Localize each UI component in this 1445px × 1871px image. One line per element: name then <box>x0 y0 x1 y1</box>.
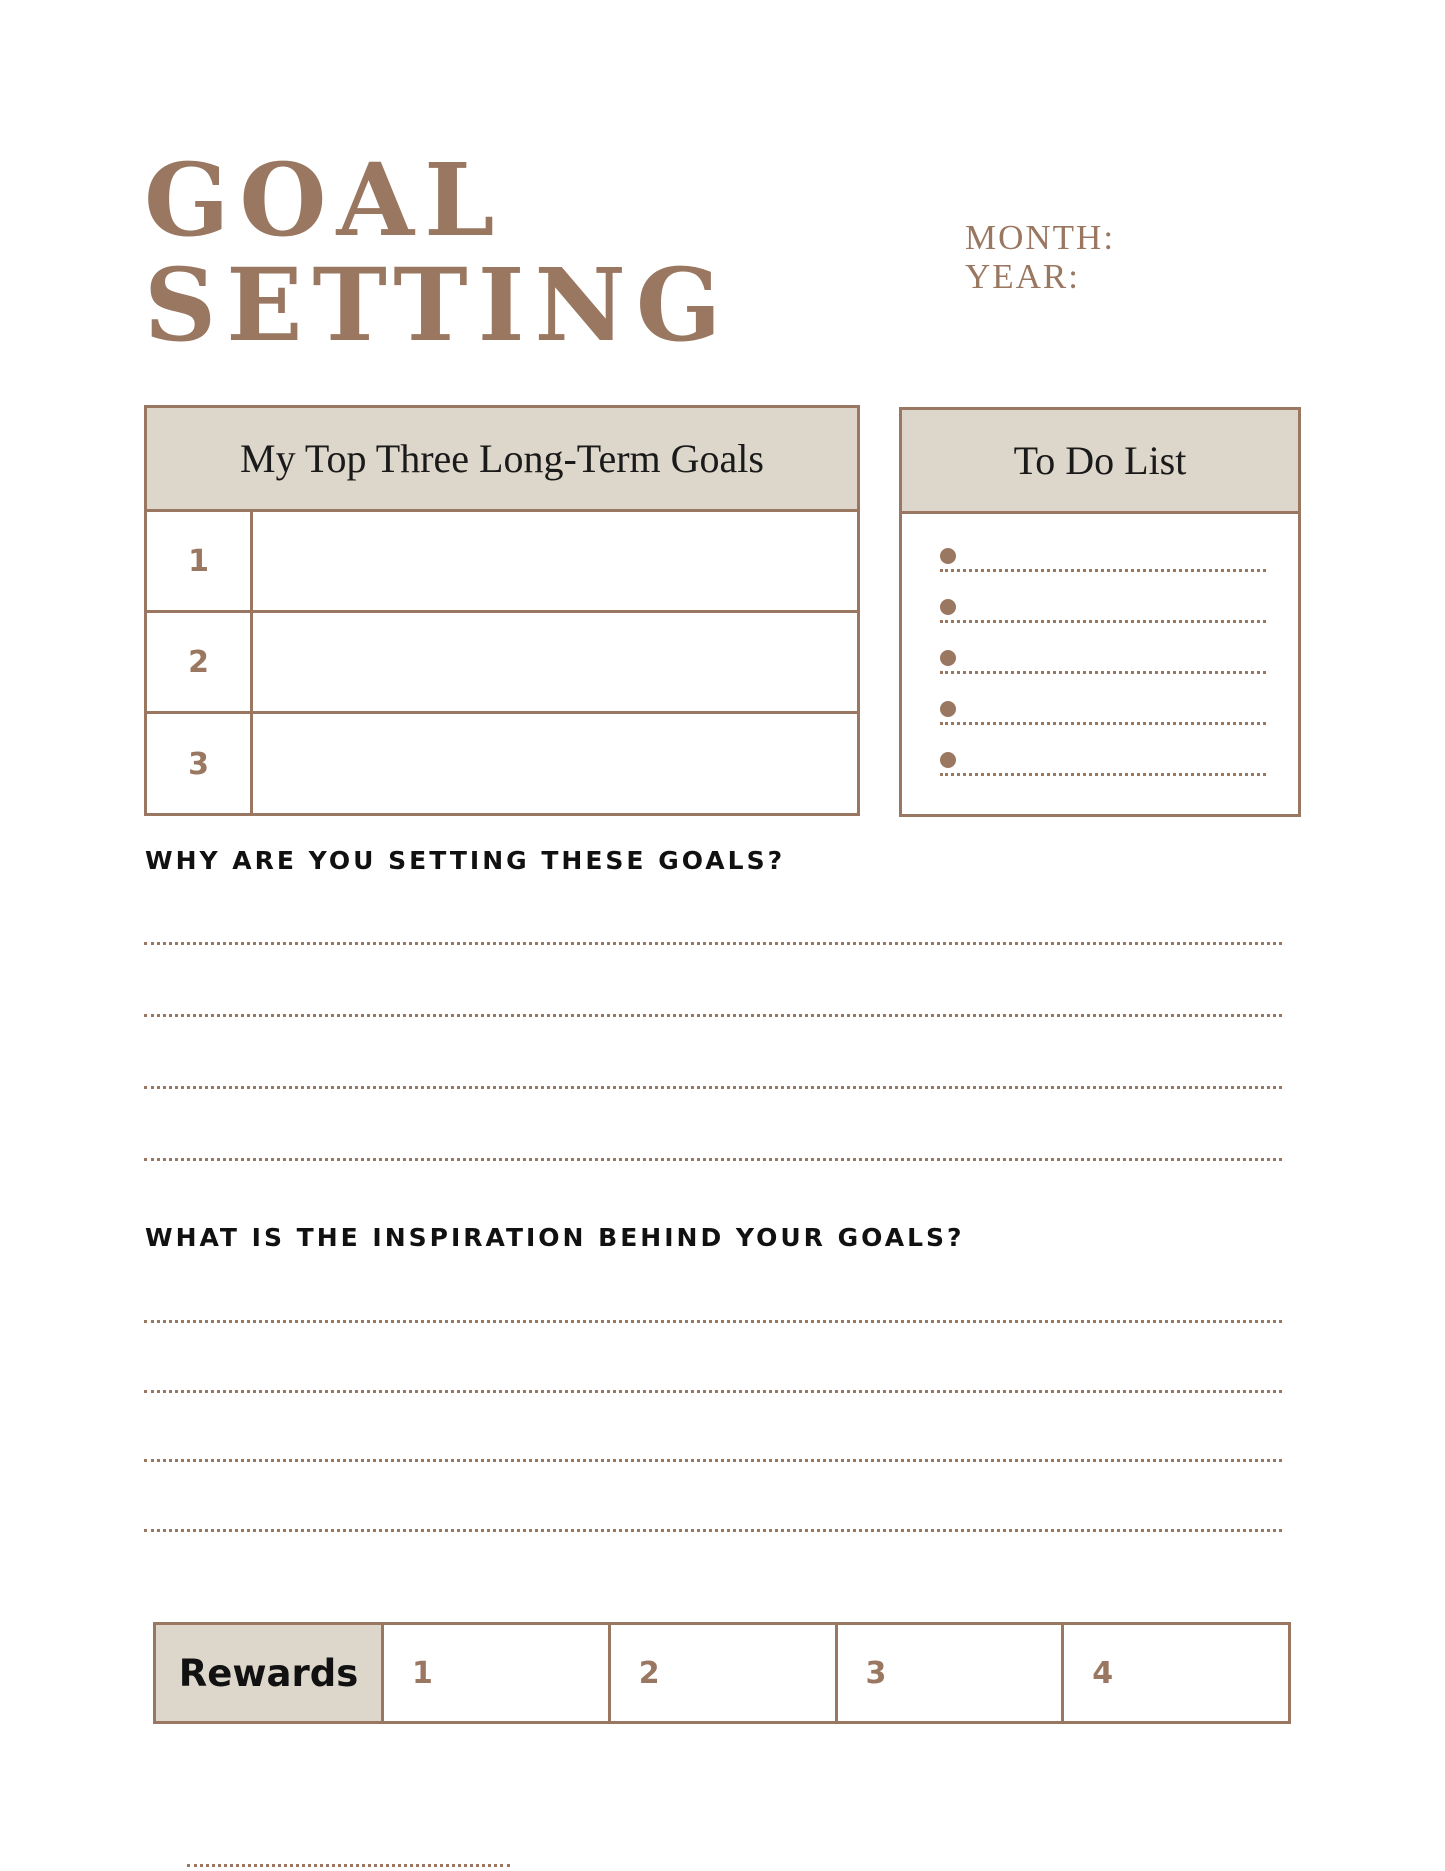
goal-number: 2 <box>147 613 253 711</box>
question-why: WHY ARE YOU SETTING THESE GOALS? <box>145 846 786 875</box>
answer-line[interactable] <box>144 1459 1282 1462</box>
rewards-table <box>153 1622 1291 1724</box>
todo-list-box <box>899 407 1301 817</box>
todo-item[interactable] <box>940 542 1266 593</box>
todo-item[interactable] <box>940 695 1266 746</box>
rewards-label: Rewards <box>156 1625 384 1721</box>
answer-line[interactable] <box>144 1320 1282 1323</box>
month-label[interactable]: MONTH: <box>965 218 1116 257</box>
bullet-icon <box>940 650 956 666</box>
answer-line[interactable] <box>144 1529 1282 1532</box>
goal-row-3 <box>147 714 857 815</box>
dotted-line <box>940 620 1266 623</box>
dotted-line <box>940 773 1266 776</box>
bullet-icon <box>940 752 956 768</box>
question-inspiration: WHAT IS THE INSPIRATION BEHIND YOUR GOALS? <box>145 1223 965 1252</box>
goal-row-2 <box>147 613 857 714</box>
bullet-icon <box>940 599 956 615</box>
answer-line[interactable] <box>144 1158 1282 1161</box>
goal-number: 1 <box>147 512 253 610</box>
goals-table <box>144 405 860 816</box>
reward-cell-2[interactable]: 2 <box>611 1625 838 1721</box>
title-line-setting: SETTING <box>144 246 732 364</box>
page-title <box>144 141 732 364</box>
answer-line[interactable] <box>144 1014 1282 1017</box>
title-line-goal: GOAL <box>144 141 505 259</box>
signature-line[interactable] <box>187 1864 510 1867</box>
goals-table-heading: My Top Three Long-Term Goals <box>147 408 857 512</box>
reward-cell-3[interactable]: 3 <box>838 1625 1065 1721</box>
goal-row-1 <box>147 512 857 613</box>
dotted-line <box>940 722 1266 725</box>
todo-item[interactable] <box>940 746 1266 797</box>
dotted-line <box>940 671 1266 674</box>
answer-line[interactable] <box>144 942 1282 945</box>
year-label[interactable]: YEAR: <box>965 257 1080 296</box>
goal-field-2[interactable] <box>253 613 857 711</box>
date-fields <box>965 218 1115 296</box>
dotted-line <box>940 569 1266 572</box>
goal-field-1[interactable] <box>253 512 857 610</box>
reward-cell-4[interactable]: 4 <box>1092 1655 1114 1691</box>
goal-field-3[interactable] <box>253 714 857 815</box>
todo-heading: To Do List <box>902 410 1298 514</box>
bullet-icon <box>940 701 956 717</box>
todo-item[interactable] <box>940 644 1266 695</box>
todo-item[interactable] <box>940 593 1266 644</box>
todo-list <box>902 514 1298 797</box>
reward-cell-1[interactable]: 1 <box>384 1625 611 1721</box>
bullet-icon <box>940 548 956 564</box>
answer-line[interactable] <box>144 1086 1282 1089</box>
goal-number: 3 <box>147 714 253 815</box>
answer-line[interactable] <box>144 1390 1282 1393</box>
